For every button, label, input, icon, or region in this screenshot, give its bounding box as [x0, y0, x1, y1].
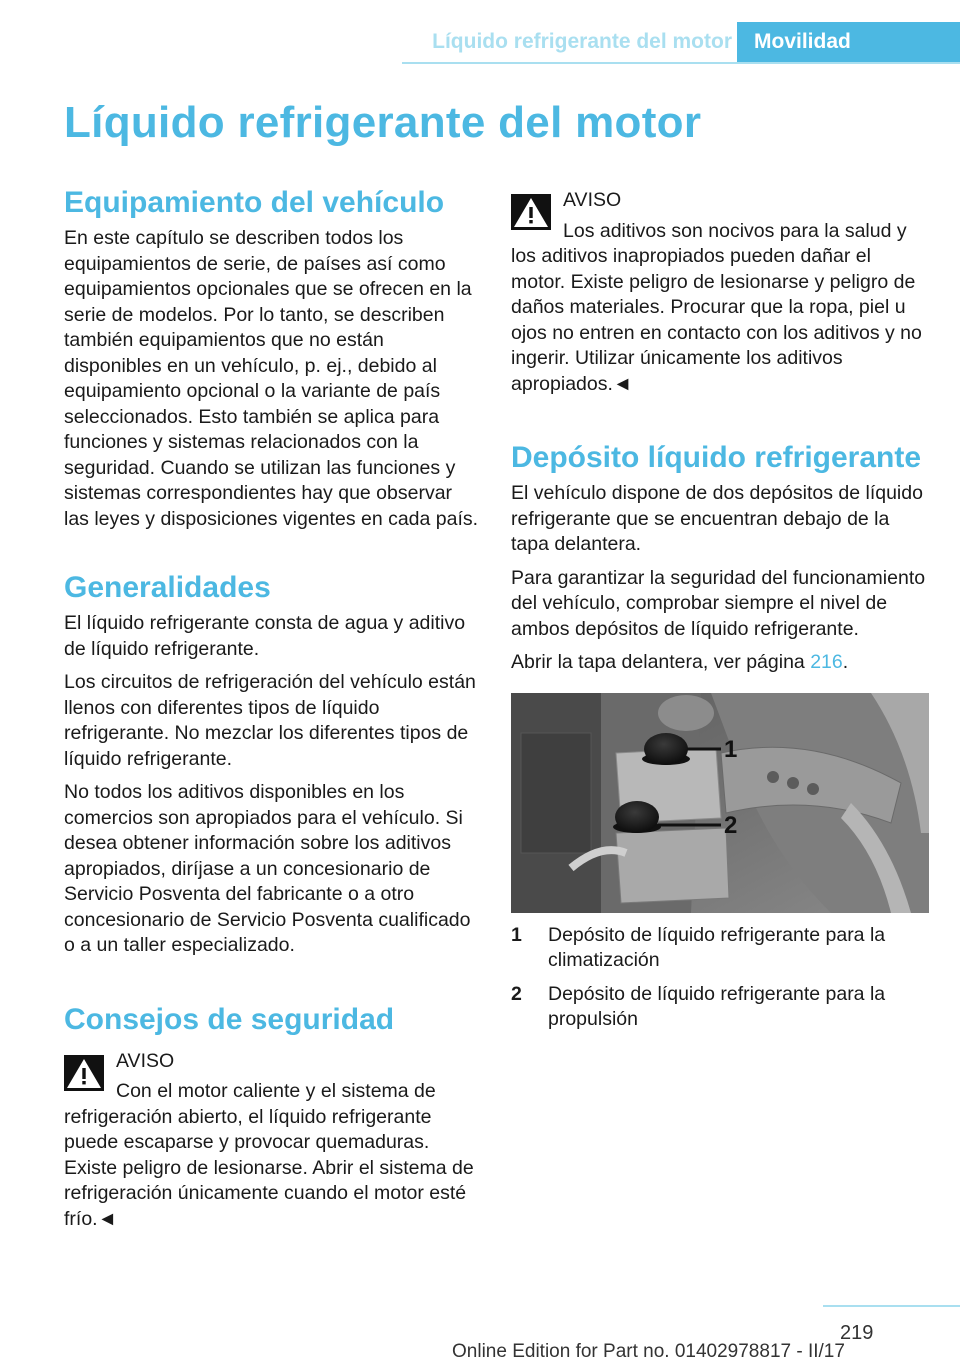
footer-divider [823, 1305, 960, 1307]
paragraph-deposito-3 [511, 650, 929, 676]
warning-label-1: AVISO [116, 1049, 175, 1072]
legend-text: Depósito de líquido refrigerante para la climatización [548, 923, 886, 971]
paragraph-deposito-2: Para garantizar la seguridad del funcionamiento del vehículo, comprobar siempre el nivel de ambos depósitos de líquido refrigerante. [511, 566, 926, 640]
callout-2: 2 [724, 811, 738, 839]
warning-text-1: Con el motor caliente y el sistema de refrigeración abierto, el líquido refrigerante puede escaparse y provocar quemaduras. Existe peligro de lesionarse. Abrir el sistema de refrigeración únicamente cuando el motor esté frío.◄ [64, 1080, 474, 1230]
running-header-section: Líquido refrigerante del motor [432, 30, 732, 53]
engine-bay-photo [511, 693, 929, 913]
engine-bay-illustration [511, 693, 929, 913]
legend-text: Depósito de líquido refrigerante para la propulsión [548, 982, 886, 1030]
callout-1: 1 [724, 735, 738, 763]
page-number: 219 [840, 1322, 874, 1344]
legend-number: 1 [511, 923, 522, 946]
warning-triangle-icon [64, 1055, 104, 1091]
paragraph-generalidades-2: Los circuitos de refrigeración del vehículo están llenos con diferentes tipos de líquido refrigerante. No mezclar los diferentes tipos de líquido refrigerante. [64, 671, 476, 770]
legend-item [511, 923, 929, 974]
page-ref-suffix: . [842, 651, 849, 673]
page-ref-prefix: Abrir la tapa delantera, ver página [511, 651, 811, 673]
paragraph-deposito-1: El vehículo dispone de dos depósitos de líquido refrigerante que se encuentran debajo de la tapa delantera. [511, 482, 923, 555]
warning-text-2: Los aditivos son nocivos para la salud y los aditivos inapropiados pueden dañar el motor. Existe peligro de lesionarse y peligro de daños materiales. Procurar que la ropa, piel u ojos no entren en contacto con los aditivos y no ingerir. Utilizar únicamente los aditivos apropiados.◄ [511, 219, 922, 395]
heading-seguridad: Consejos de seguridad [64, 1002, 395, 1036]
edition-note: Online Edition for Part no. 01402978817 - II/17 [452, 1341, 845, 1362]
legend-item [511, 982, 929, 1033]
paragraph-generalidades-3: No todos los aditivos disponibles en los comercios son apropiados para el vehículo. Si desea obtener información sobre los aditivos apropiados, diríjase a un concesionario de Servicio Posventa del fabricante o a otro concesionario de Servicio Posventa cualificado o a un taller especializado. [64, 781, 471, 956]
heading-equipamiento: Equipamiento del vehículo [64, 186, 445, 219]
heading-generalidades: Generalidades [64, 571, 271, 604]
warning-label-2: AVISO [563, 189, 622, 211]
figure-legend [511, 923, 929, 1033]
header-divider [402, 62, 960, 64]
left-column [64, 184, 482, 1232]
running-header-tab: Movilidad [737, 22, 960, 62]
paragraph-equipamiento: En este capítulo se describen todos los equipamientos de serie, de países así como equipamientos opcionales que se ofrecen en la serie de modelos. Por lo tanto, se describen también equipamientos que no están disponibles en un vehículo, p. ej., debido al equipamiento opcional o la variante de país seleccionados. Esto también se aplica para funciones y sistemas relacionados con la seguridad. Cuando se utilizan las funciones y sistemas correspondientes hay que observar las leyes y disposiciones vigentes en cada país. [64, 227, 479, 530]
page-title: Líquido refrigerante del motor [64, 98, 702, 147]
page-ref-link[interactable]: 216 [810, 651, 843, 673]
legend-number: 2 [511, 982, 522, 1005]
warning-box-1 [64, 1049, 482, 1233]
warning-triangle-icon [511, 194, 551, 230]
paragraph-generalidades-1: El líquido refrigerante consta de agua y aditivo de líquido refrigerante. [64, 612, 466, 660]
right-column [511, 184, 929, 1033]
heading-deposito: Depósito líquido refrigerante [511, 441, 922, 474]
warning-box-2 [511, 188, 929, 397]
